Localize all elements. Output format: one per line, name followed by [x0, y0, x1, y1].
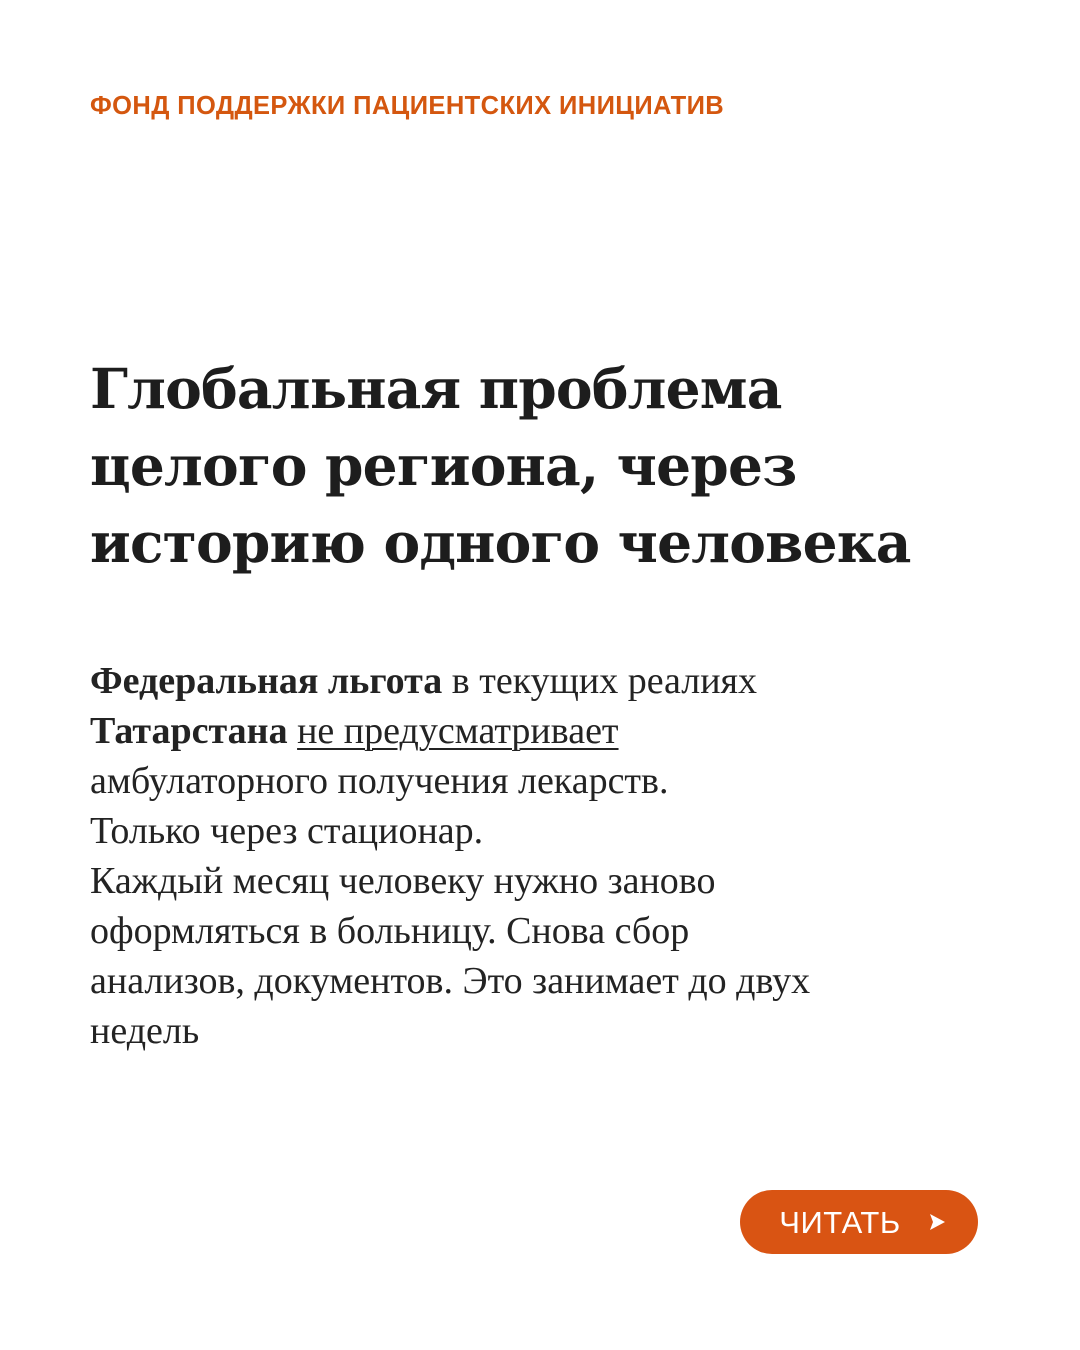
body-line: анализов, документов. Это занимает до двух — [90, 960, 811, 1002]
body-paragraph — [90, 656, 1030, 1056]
underlined-phrase: не предусматривает — [297, 710, 619, 752]
headline — [90, 350, 1030, 581]
body-line: Каждый месяц человеку нужно заново — [90, 860, 716, 902]
body-text-fragment: в текущих реалиях — [442, 660, 758, 702]
read-button-label: ЧИТАТЬ — [779, 1204, 901, 1240]
body-line — [90, 706, 1030, 756]
bold-phrase-federal-benefit: Федеральная льгота — [90, 660, 443, 702]
arrow-right-icon — [927, 1212, 947, 1232]
organization-name: ФОНД ПОДДЕРЖКИ ПАЦИЕНТСКИХ ИНИЦИАТИВ — [90, 92, 725, 120]
body-line: оформляться в больницу. Снова сбор — [90, 910, 690, 952]
body-line: амбулаторного получения лекарств. — [90, 760, 669, 802]
body-line: недель — [90, 1010, 200, 1052]
headline-line: целого региона, через — [90, 433, 797, 498]
body-line: Только через стационар. — [90, 810, 484, 852]
bold-phrase-tatarstan: Татарстана — [90, 710, 288, 752]
headline-line: Глобальная проблема — [90, 356, 782, 421]
read-button[interactable] — [740, 1190, 978, 1254]
headline-line: историю одного человека — [90, 510, 911, 575]
body-line — [90, 656, 1030, 706]
